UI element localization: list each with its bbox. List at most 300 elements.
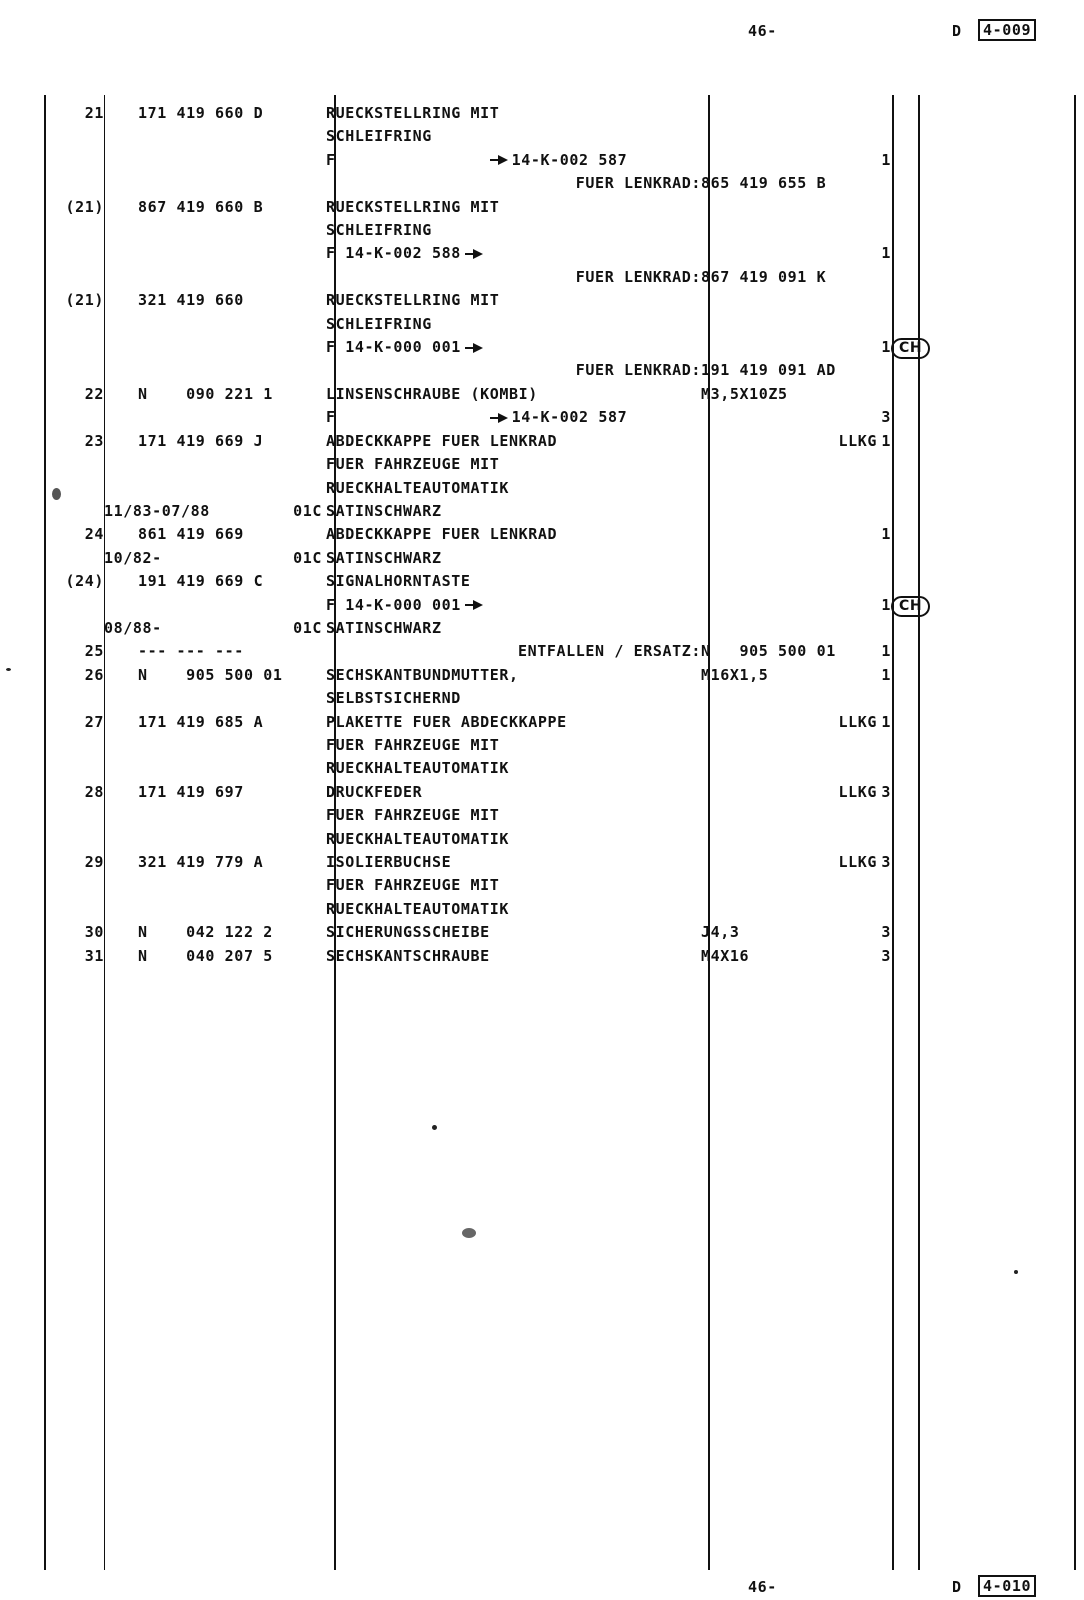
position-cell bbox=[58, 500, 104, 523]
description-text: F 14-K-002 588 bbox=[326, 244, 461, 263]
table-row bbox=[58, 945, 1011, 968]
part-number-cell bbox=[104, 594, 326, 617]
country-badge: CH bbox=[891, 596, 930, 617]
remark-cell bbox=[701, 570, 877, 593]
description-cell bbox=[326, 102, 701, 125]
color-code: 01C bbox=[293, 618, 322, 637]
description-cell bbox=[326, 617, 701, 640]
country-mark-cell bbox=[891, 196, 1011, 219]
date-code-group bbox=[104, 617, 326, 640]
country-mark-cell bbox=[891, 781, 1011, 804]
part-number: N 090 221 1 bbox=[138, 384, 273, 403]
description-text: FUER FAHRZEUGE MIT bbox=[326, 876, 500, 895]
table-row bbox=[58, 289, 1011, 312]
description-text: F 14-K-000 001 bbox=[326, 338, 461, 357]
description-cell bbox=[326, 383, 701, 406]
remark-text: 867 419 091 K bbox=[701, 267, 827, 286]
remark-cell bbox=[701, 313, 877, 336]
quantity-cell: 1 bbox=[881, 665, 891, 684]
position-cell: 25 bbox=[84, 642, 104, 661]
part-number: N 042 122 2 bbox=[138, 923, 273, 942]
table-row bbox=[58, 523, 1011, 546]
country-mark-cell bbox=[891, 640, 1011, 663]
quantity-cell bbox=[877, 874, 891, 897]
remark-cell bbox=[701, 617, 877, 640]
quantity-cell bbox=[877, 477, 891, 500]
footer-language: D bbox=[952, 1578, 962, 1596]
table-row bbox=[58, 874, 1011, 897]
position-cell: 30 bbox=[84, 923, 104, 942]
description-text: SICHERUNGSSCHEIBE bbox=[326, 923, 490, 942]
quantity-cell bbox=[877, 687, 891, 710]
quantity-cell bbox=[877, 196, 891, 219]
description-note: FUER LENKRAD: bbox=[575, 267, 701, 286]
table-row bbox=[58, 313, 1011, 336]
description-cell bbox=[326, 781, 701, 804]
quantity-cell bbox=[877, 757, 891, 780]
part-number bbox=[104, 596, 138, 614]
country-mark-cell bbox=[891, 172, 1011, 195]
quantity-cell bbox=[877, 617, 891, 640]
part-number-cell bbox=[104, 828, 326, 851]
part-number-cell bbox=[104, 921, 326, 944]
quantity-cell: 1 bbox=[881, 595, 891, 614]
quantity-cell bbox=[877, 453, 891, 476]
description-text: SATINSCHWARZ bbox=[326, 618, 442, 637]
remark-cell bbox=[701, 336, 877, 359]
date-code-group bbox=[104, 547, 326, 570]
scan-speck bbox=[6, 668, 11, 671]
description-cell bbox=[326, 313, 701, 336]
table-row bbox=[58, 640, 1011, 663]
part-number-cell bbox=[104, 523, 326, 546]
table-row bbox=[58, 125, 1011, 148]
description-text: F bbox=[326, 408, 336, 427]
quantity-cell: 1 bbox=[881, 642, 891, 661]
country-mark-cell bbox=[891, 219, 1011, 242]
table-row bbox=[58, 734, 1011, 757]
quantity-cell bbox=[877, 172, 891, 195]
description-cell bbox=[326, 687, 701, 710]
country-mark-cell bbox=[891, 945, 1011, 968]
part-number-cell bbox=[104, 242, 326, 265]
country-mark-cell bbox=[891, 453, 1011, 476]
table-row bbox=[58, 617, 1011, 640]
part-number bbox=[104, 689, 138, 707]
table-row bbox=[58, 570, 1011, 593]
table-row bbox=[58, 359, 1011, 382]
country-mark-cell bbox=[891, 547, 1011, 570]
remark-cell bbox=[701, 149, 877, 172]
part-number bbox=[104, 127, 138, 145]
position-cell: 27 bbox=[84, 712, 104, 731]
description-cell bbox=[326, 196, 701, 219]
description-text: RUECKSTELLRING MIT bbox=[326, 197, 500, 216]
remark-text: J4,3 bbox=[701, 923, 740, 942]
remark-cell bbox=[701, 289, 877, 312]
footer-page-code-box: 4-010 bbox=[978, 1575, 1036, 1597]
arrow-right-icon bbox=[465, 250, 483, 258]
remark-cell bbox=[701, 219, 877, 242]
remark-cell bbox=[701, 828, 877, 851]
country-mark-cell bbox=[891, 594, 1011, 617]
quantity-cell bbox=[877, 383, 891, 406]
quantity-cell: 1 bbox=[881, 712, 891, 731]
part-number-cell bbox=[104, 804, 326, 827]
description-text: RUECKHALTEAUTOMATIK bbox=[326, 899, 509, 918]
country-mark-cell bbox=[891, 687, 1011, 710]
country-mark-cell bbox=[891, 125, 1011, 148]
part-number bbox=[104, 221, 138, 239]
description-cell bbox=[326, 406, 701, 429]
description-cell bbox=[326, 570, 701, 593]
header-page-number: 46- bbox=[748, 22, 777, 40]
description-text: SIGNALHORNTASTE bbox=[326, 572, 471, 591]
description-note: FUER LENKRAD: bbox=[575, 174, 701, 193]
scan-speck bbox=[1014, 1270, 1018, 1274]
position-cell bbox=[58, 874, 104, 897]
part-number-cell bbox=[104, 687, 326, 710]
description-cell bbox=[326, 898, 701, 921]
quantity-cell bbox=[877, 313, 891, 336]
remark-cell bbox=[701, 781, 877, 804]
description-cell bbox=[326, 640, 701, 663]
table-row bbox=[58, 453, 1011, 476]
position-cell: 23 bbox=[84, 431, 104, 450]
country-mark-cell bbox=[891, 664, 1011, 687]
remark-cell bbox=[701, 734, 877, 757]
remark-cell bbox=[701, 430, 877, 453]
position-cell bbox=[58, 336, 104, 359]
description-text: SATINSCHWARZ bbox=[326, 501, 442, 520]
part-number-cell bbox=[104, 898, 326, 921]
position-cell bbox=[58, 617, 104, 640]
remark-cell bbox=[701, 125, 877, 148]
position-cell: 28 bbox=[84, 782, 104, 801]
position-cell: (21) bbox=[65, 291, 104, 310]
part-number bbox=[104, 455, 138, 473]
part-number-cell bbox=[104, 289, 326, 312]
table-row bbox=[58, 477, 1011, 500]
remark-cell bbox=[701, 196, 877, 219]
description-cell bbox=[326, 430, 701, 453]
position-cell bbox=[58, 313, 104, 336]
quantity-cell bbox=[877, 898, 891, 921]
quantity-cell bbox=[877, 734, 891, 757]
description-cell bbox=[326, 594, 701, 617]
arrow-right-icon bbox=[465, 344, 483, 352]
part-number: 171 419 685 A bbox=[138, 712, 264, 731]
part-number: 321 419 779 A bbox=[138, 853, 264, 871]
remark-cell bbox=[701, 359, 877, 382]
arrow-right-icon bbox=[490, 156, 508, 164]
country-mark-cell bbox=[891, 500, 1011, 523]
remark-cell bbox=[701, 383, 877, 406]
position-cell bbox=[58, 125, 104, 148]
description-text: ABDECKKAPPE FUER LENKRAD bbox=[326, 431, 558, 450]
date-code-group bbox=[104, 500, 326, 523]
country-mark-cell bbox=[891, 149, 1011, 172]
remark-cell bbox=[701, 242, 877, 265]
part-number-cell bbox=[104, 406, 326, 429]
description-text: F bbox=[326, 150, 336, 169]
scan-speck bbox=[432, 1125, 437, 1130]
column-rule-left bbox=[44, 95, 46, 1570]
table-row bbox=[58, 687, 1011, 710]
country-mark-cell bbox=[891, 383, 1011, 406]
quantity-cell bbox=[877, 547, 891, 570]
part-number bbox=[104, 736, 138, 754]
part-number-cell bbox=[104, 102, 326, 125]
description-text: DRUCKFEDER bbox=[326, 782, 423, 801]
quantity-cell: 3 bbox=[881, 853, 891, 871]
model-code: LLKG bbox=[838, 782, 877, 801]
remark-cell bbox=[701, 172, 877, 195]
part-number-cell bbox=[104, 149, 326, 172]
description-cell bbox=[326, 851, 701, 874]
part-number-cell bbox=[104, 617, 326, 640]
remark-text: M3,5X10Z5 bbox=[701, 384, 788, 403]
part-number-cell bbox=[104, 851, 326, 874]
part-number bbox=[104, 830, 138, 848]
table-row bbox=[58, 500, 1011, 523]
part-number: --- --- --- bbox=[138, 642, 244, 661]
description-cell bbox=[326, 664, 701, 687]
remark-cell bbox=[701, 664, 877, 687]
column-rule-right bbox=[1074, 95, 1076, 1570]
part-number bbox=[104, 806, 138, 824]
country-mark-cell bbox=[891, 359, 1011, 382]
table-row bbox=[58, 102, 1011, 125]
position-cell bbox=[58, 406, 104, 429]
remark-cell bbox=[701, 477, 877, 500]
part-number bbox=[104, 268, 138, 286]
model-code: LLKG bbox=[838, 431, 877, 450]
part-number-cell bbox=[104, 219, 326, 242]
remark-cell bbox=[701, 406, 877, 429]
chassis-number: 14-K-002 587 bbox=[511, 408, 628, 427]
description-text: SCHLEIFRING bbox=[326, 314, 432, 333]
part-number bbox=[104, 759, 138, 777]
description-cell bbox=[326, 734, 701, 757]
footer-page-code bbox=[978, 1575, 1036, 1597]
country-badge: CH bbox=[891, 338, 930, 359]
part-number bbox=[104, 151, 138, 169]
description-text: SCHLEIFRING bbox=[326, 221, 432, 240]
table-row bbox=[58, 781, 1011, 804]
scan-speck bbox=[462, 1228, 476, 1238]
quantity-cell bbox=[877, 289, 891, 312]
description-text: RUECKSTELLRING MIT bbox=[326, 291, 500, 310]
part-number-cell bbox=[104, 734, 326, 757]
country-mark-cell bbox=[891, 430, 1011, 453]
remark-text: 865 419 655 B bbox=[701, 174, 827, 193]
color-code: 01C bbox=[293, 548, 322, 567]
part-number-cell bbox=[104, 359, 326, 382]
description-cell bbox=[326, 477, 701, 500]
table-row bbox=[58, 149, 1011, 172]
description-text: FUER FAHRZEUGE MIT bbox=[326, 735, 500, 754]
position-cell: 22 bbox=[84, 384, 104, 403]
description-cell bbox=[326, 921, 701, 944]
remark-cell bbox=[701, 102, 877, 125]
position-cell bbox=[58, 804, 104, 827]
remark-text: N 905 500 01 bbox=[701, 642, 836, 661]
header-page-code bbox=[978, 19, 1036, 41]
table-row bbox=[58, 383, 1011, 406]
description-cell bbox=[326, 757, 701, 780]
description-cell bbox=[326, 804, 701, 827]
description-text: SELBSTSICHERND bbox=[326, 689, 461, 708]
description-cell bbox=[326, 289, 701, 312]
description-cell bbox=[326, 149, 701, 172]
position-cell bbox=[58, 687, 104, 710]
position-cell: (24) bbox=[65, 572, 104, 591]
arrow-right-icon bbox=[465, 601, 483, 609]
remark-cell bbox=[701, 851, 877, 874]
country-mark-cell bbox=[891, 477, 1011, 500]
country-mark-cell bbox=[891, 874, 1011, 897]
color-code: 01C bbox=[293, 501, 322, 520]
description-cell bbox=[326, 945, 701, 968]
description-text: ABDECKKAPPE FUER LENKRAD bbox=[326, 525, 558, 544]
description-text: LINSENSCHRAUBE (KOMBI) bbox=[326, 384, 538, 403]
part-number bbox=[104, 174, 138, 192]
part-number-cell bbox=[104, 711, 326, 734]
parts-table bbox=[58, 102, 1011, 968]
table-row bbox=[58, 336, 1011, 359]
description-cell bbox=[326, 172, 701, 195]
quantity-cell: 3 bbox=[881, 408, 891, 427]
description-cell bbox=[326, 828, 701, 851]
position-cell: 31 bbox=[84, 946, 104, 965]
part-number-cell bbox=[104, 125, 326, 148]
description-note: ENTFALLEN / ERSATZ: bbox=[518, 642, 701, 661]
country-mark-cell bbox=[891, 734, 1011, 757]
description-cell bbox=[326, 266, 701, 289]
position-cell bbox=[58, 219, 104, 242]
position-cell bbox=[58, 757, 104, 780]
table-row bbox=[58, 242, 1011, 265]
part-number: 191 419 669 C bbox=[138, 572, 264, 591]
description-text: RUECKHALTEAUTOMATIK bbox=[326, 829, 509, 848]
country-mark-cell bbox=[891, 804, 1011, 827]
country-mark-cell bbox=[891, 242, 1011, 265]
quantity-cell: 1 bbox=[881, 150, 891, 169]
country-mark-cell bbox=[891, 617, 1011, 640]
description-cell bbox=[326, 242, 701, 265]
part-number bbox=[104, 361, 138, 379]
remark-cell bbox=[701, 757, 877, 780]
quantity-cell: 1 bbox=[881, 338, 891, 357]
description-cell bbox=[326, 219, 701, 242]
part-number-cell bbox=[104, 383, 326, 406]
table-row bbox=[58, 547, 1011, 570]
country-mark-cell bbox=[891, 313, 1011, 336]
description-text: FUER FAHRZEUGE MIT bbox=[326, 806, 500, 825]
country-mark-cell bbox=[891, 406, 1011, 429]
description-cell bbox=[326, 523, 701, 546]
description-text: ISOLIERBUCHSE bbox=[326, 853, 452, 871]
model-code: LLKG bbox=[838, 712, 877, 731]
table-row bbox=[58, 851, 1011, 874]
part-number-cell bbox=[104, 313, 326, 336]
country-mark-cell bbox=[891, 336, 1011, 359]
remark-cell bbox=[701, 523, 877, 546]
parts-table-body bbox=[58, 102, 1011, 968]
part-number bbox=[104, 315, 138, 333]
position-cell bbox=[58, 477, 104, 500]
country-mark-cell bbox=[891, 523, 1011, 546]
position-cell bbox=[58, 734, 104, 757]
position-cell bbox=[58, 453, 104, 476]
description-cell bbox=[326, 125, 701, 148]
quantity-cell bbox=[877, 828, 891, 851]
part-number-cell bbox=[104, 336, 326, 359]
country-mark-cell bbox=[891, 921, 1011, 944]
part-number-cell bbox=[104, 266, 326, 289]
description-text: SECHSKANTSCHRAUBE bbox=[326, 946, 490, 965]
quantity-cell: 3 bbox=[881, 946, 891, 965]
description-text: FUER FAHRZEUGE MIT bbox=[326, 455, 500, 474]
remark-text: M4X16 bbox=[701, 946, 750, 965]
description-text: PLAKETTE FUER ABDECKKAPPE bbox=[326, 712, 567, 731]
part-number bbox=[104, 408, 138, 426]
part-number-cell bbox=[104, 172, 326, 195]
part-number-cell bbox=[104, 757, 326, 780]
remark-cell bbox=[701, 921, 877, 944]
part-number: 861 419 669 bbox=[138, 525, 244, 544]
quantity-cell bbox=[877, 102, 891, 125]
part-number: 171 419 660 D bbox=[138, 104, 264, 122]
description-text: RUECKSTELLRING MIT bbox=[326, 104, 500, 122]
table-row bbox=[58, 430, 1011, 453]
date-range: 08/88- bbox=[104, 618, 162, 637]
scan-speck bbox=[52, 488, 61, 500]
date-range: 11/83-07/88 bbox=[104, 501, 210, 520]
date-range: 10/82- bbox=[104, 548, 162, 567]
position-cell bbox=[58, 359, 104, 382]
part-number bbox=[104, 479, 138, 497]
position-cell bbox=[58, 172, 104, 195]
part-number-cell bbox=[104, 640, 326, 663]
table-row bbox=[58, 711, 1011, 734]
part-number-cell bbox=[104, 781, 326, 804]
table-row bbox=[58, 219, 1011, 242]
remark-cell bbox=[701, 640, 877, 663]
position-cell: 21 bbox=[84, 104, 104, 122]
part-number: 171 419 697 bbox=[138, 782, 244, 801]
table-row bbox=[58, 804, 1011, 827]
description-text: F 14-K-000 001 bbox=[326, 595, 461, 614]
quantity-cell: 1 bbox=[881, 431, 891, 450]
position-cell: 29 bbox=[84, 853, 104, 871]
quantity-cell bbox=[877, 804, 891, 827]
quantity-cell bbox=[877, 500, 891, 523]
position-cell: (21) bbox=[65, 197, 104, 216]
remark-cell bbox=[701, 547, 877, 570]
country-mark-cell bbox=[891, 289, 1011, 312]
remark-cell bbox=[701, 898, 877, 921]
description-cell bbox=[326, 453, 701, 476]
part-number-cell bbox=[104, 547, 326, 570]
position-cell: 26 bbox=[84, 665, 104, 684]
table-row bbox=[58, 172, 1011, 195]
footer-page-number: 46- bbox=[748, 1578, 777, 1596]
description-text: RUECKHALTEAUTOMATIK bbox=[326, 759, 509, 778]
quantity-cell bbox=[877, 570, 891, 593]
part-number: 321 419 660 bbox=[138, 291, 244, 310]
